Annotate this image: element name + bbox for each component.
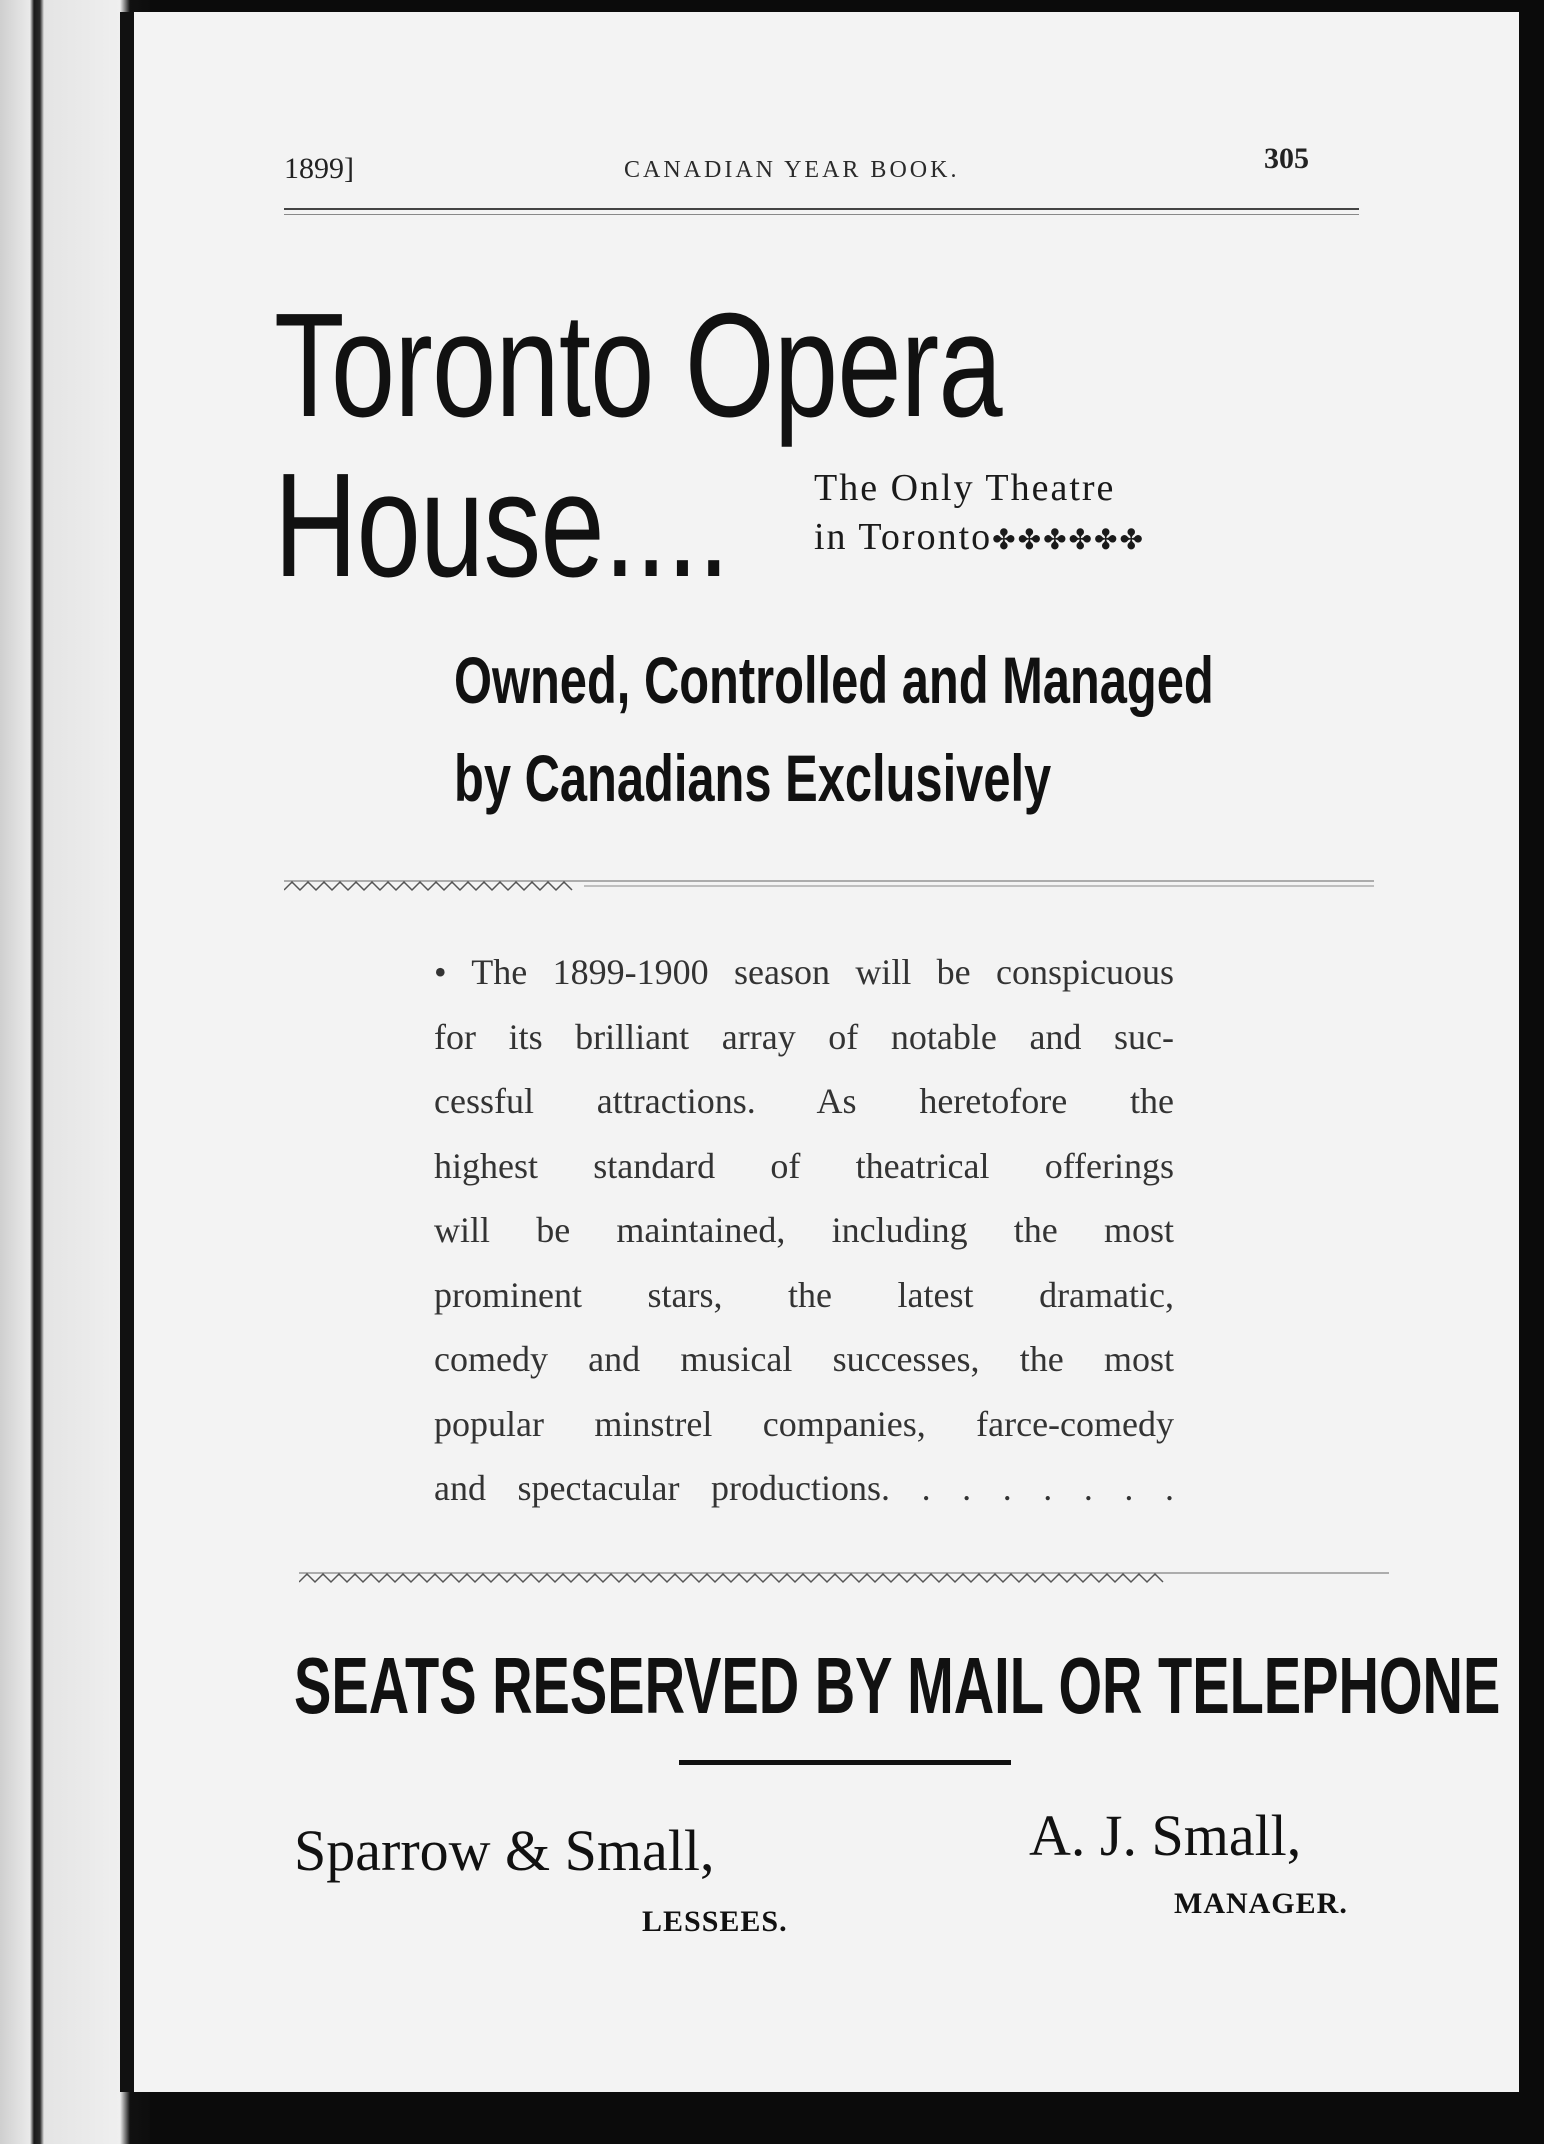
manager-name: A. J. Small, bbox=[1029, 1803, 1302, 1868]
advert-title-line1: Toronto Opera bbox=[274, 283, 1002, 448]
running-head: CANADIAN YEAR BOOK. bbox=[624, 157, 960, 183]
tagline bbox=[814, 464, 1145, 563]
header-year: 1899] bbox=[284, 152, 354, 185]
advert-title-line2: House.... bbox=[274, 443, 729, 608]
owned-line2: by Canadians Exclusively bbox=[454, 741, 1052, 815]
tagline-line2-text: in Toronto bbox=[814, 516, 993, 559]
header-rule bbox=[284, 208, 1359, 215]
document-page bbox=[120, 12, 1519, 2092]
tagline-line2 bbox=[814, 513, 1145, 562]
seats-notice: SEATS RESERVED BY MAIL OR TELEPHONE bbox=[294, 1641, 1501, 1730]
body-line: will be maintained, including the most bbox=[434, 1210, 1174, 1250]
zigzag-divider-top bbox=[284, 880, 1374, 892]
manager-role: MANAGER. bbox=[1174, 1887, 1348, 1920]
tagline-line1: The Only Theatre bbox=[814, 467, 1116, 509]
lessees-role: LESSEES. bbox=[642, 1905, 788, 1938]
body-line: and spectacular productions. . . . . . . . bbox=[434, 1468, 1174, 1508]
body-line: cessful attractions. As heretofore the bbox=[434, 1081, 1174, 1121]
body-paragraph bbox=[434, 940, 1174, 1521]
ornament-icon: ✤✤✤✤✤✤ bbox=[992, 525, 1145, 557]
zigzag-divider-bottom bbox=[299, 1572, 1389, 1584]
page-number: 305 bbox=[1264, 142, 1309, 175]
lessees-name: Sparrow & Small, bbox=[294, 1818, 715, 1883]
owned-line1: Owned, Controlled and Managed bbox=[454, 643, 1214, 717]
body-line: for its brilliant array of notable and suc- bbox=[434, 1016, 1174, 1057]
body-line: highest standard of theatrical offerings bbox=[434, 1145, 1174, 1186]
body-line: popular minstrel companies, farce-comedy bbox=[434, 1403, 1174, 1444]
body-line: comedy and musical successes, the most bbox=[434, 1339, 1174, 1379]
body-line: • The 1899-1900 season will be conspicuous bbox=[434, 952, 1174, 992]
body-line: prominent stars, the latest dramatic, bbox=[434, 1274, 1174, 1315]
short-rule bbox=[679, 1760, 1011, 1765]
